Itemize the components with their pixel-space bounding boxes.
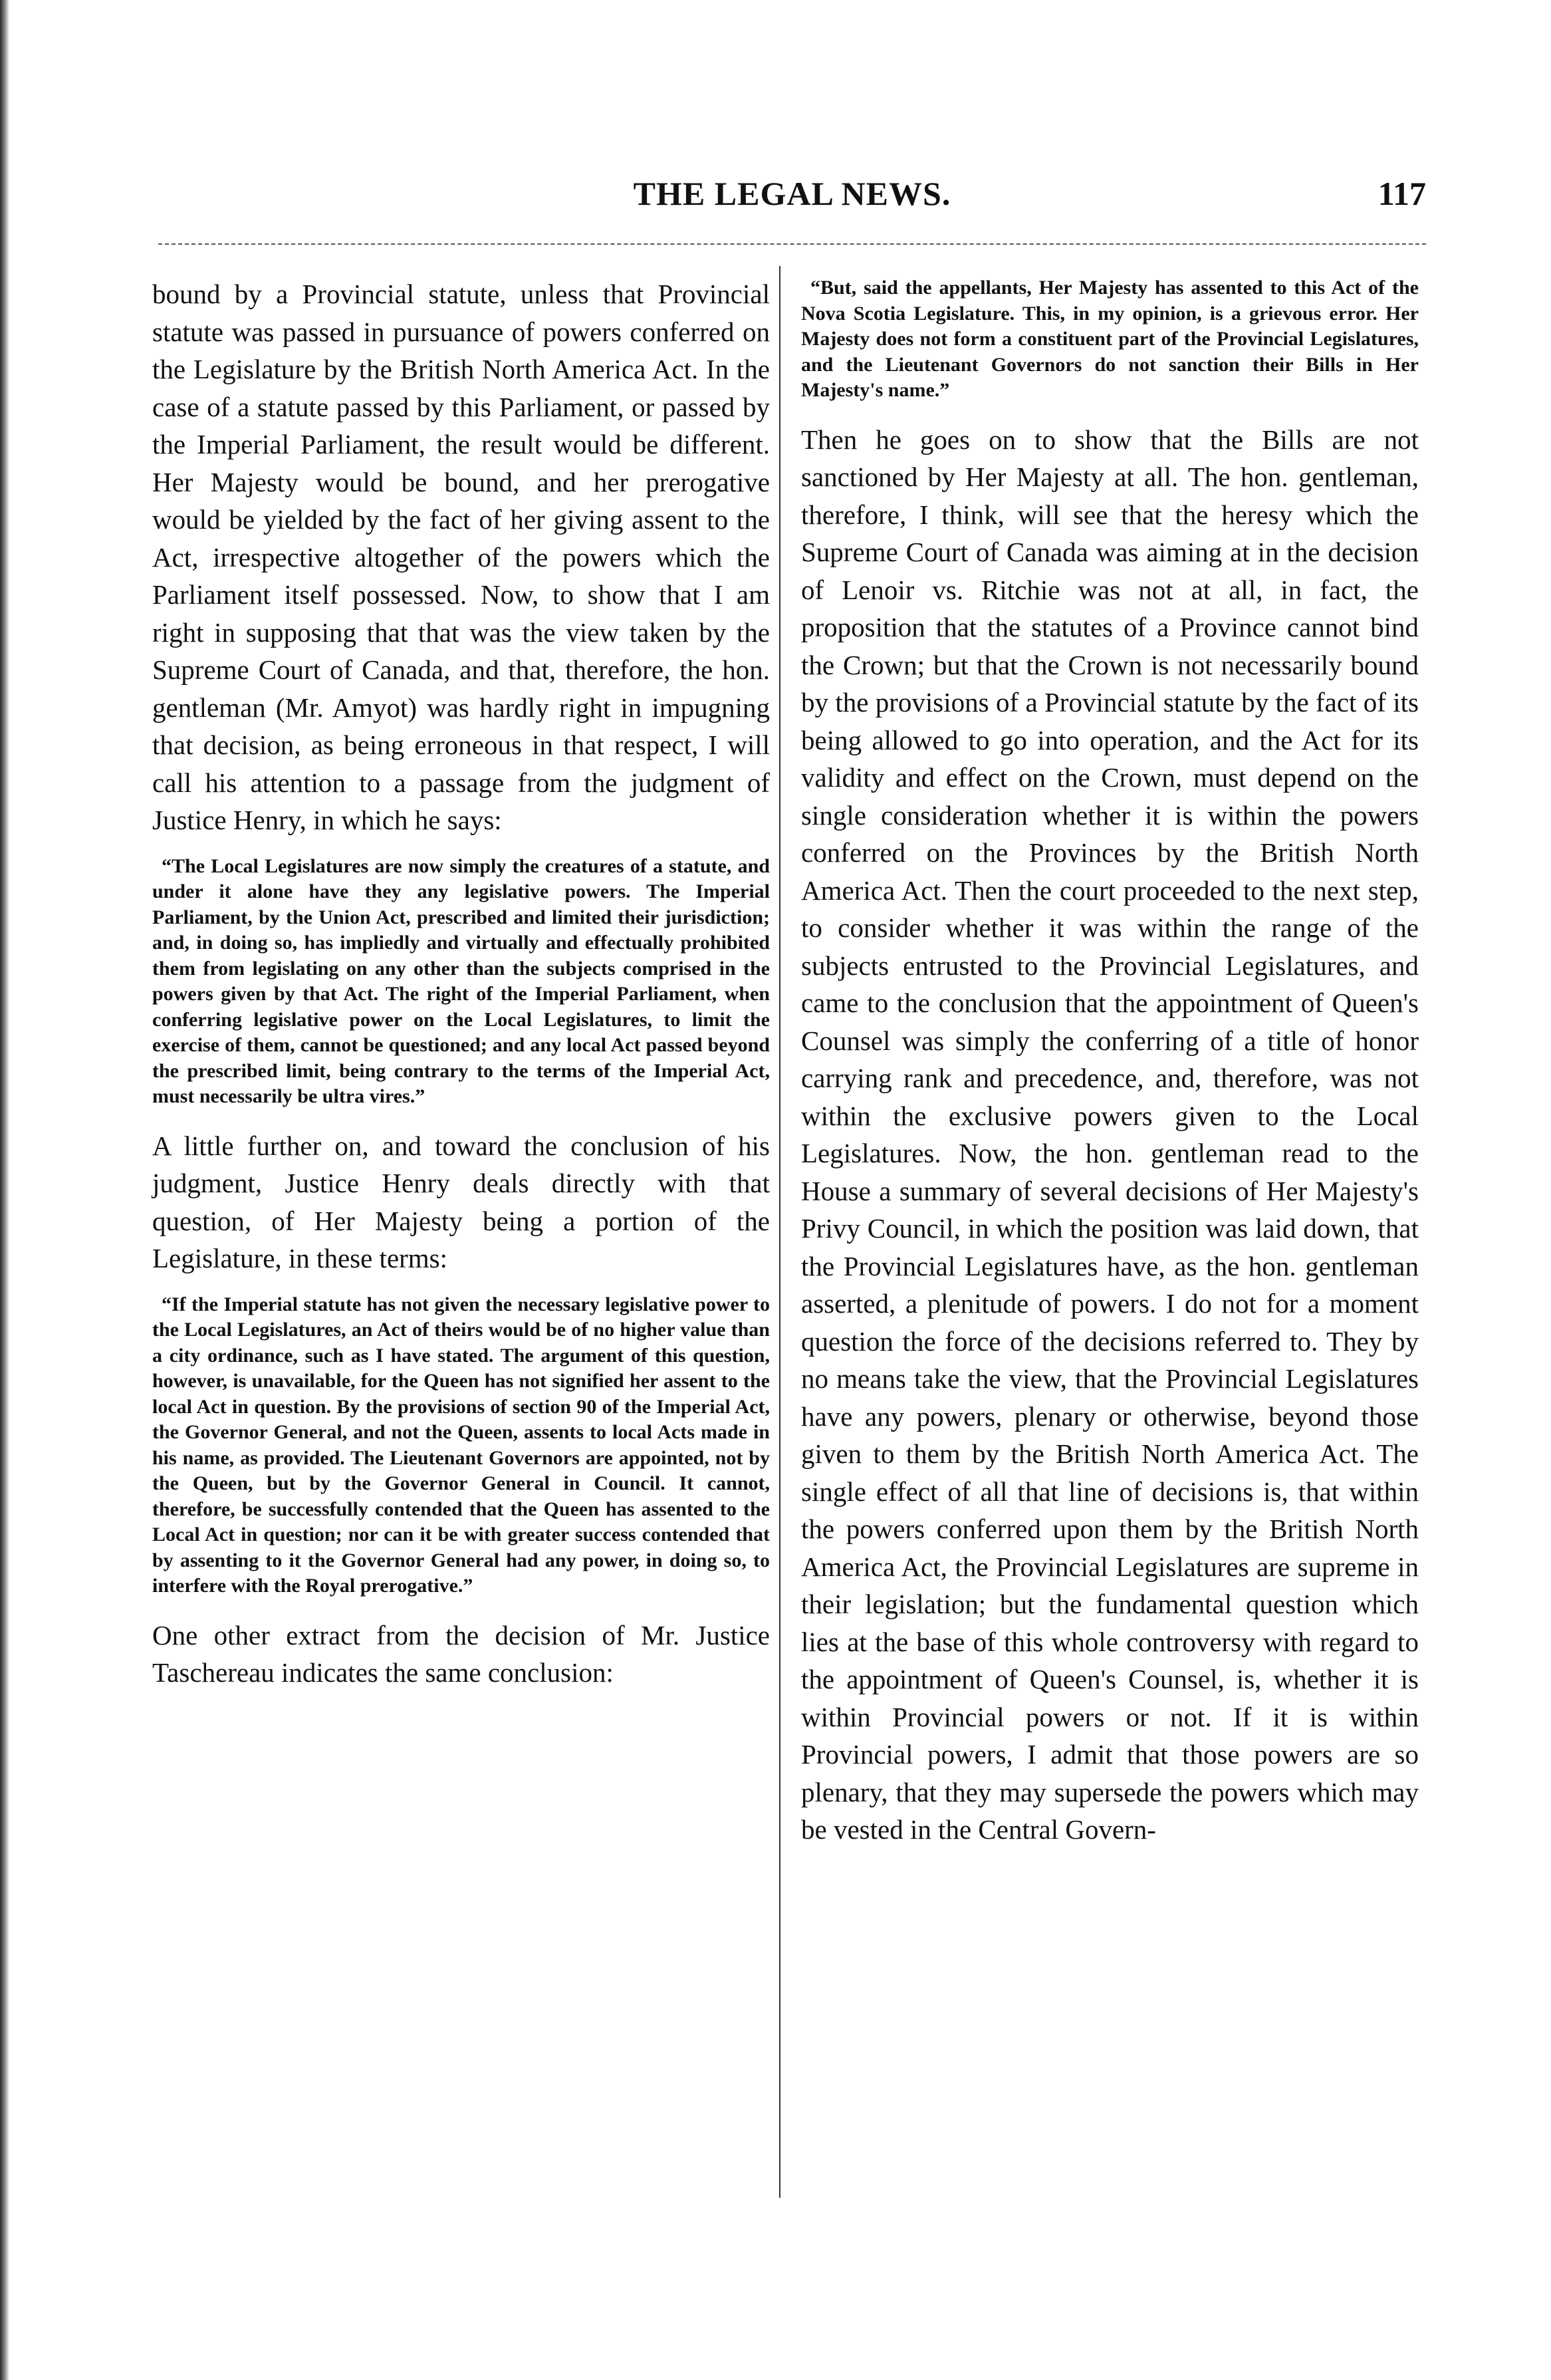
- block-quote: “But, said the appellants, Her Majesty has assented to this Act of the Nova Scotia Legislature. This, in my opinion, is a grievous error. Her Majesty does not form a constituent part of the Provincial Legislatures, and the Lieutenant Governors do not sanction their Bills in Her Majesty's name.”: [801, 277, 1419, 401]
- paragraph: Then he goes on to show that the Bills are not sanctioned by Her Majesty at all. The hon. gentleman, therefore, I think, will see that the heresy which the Supreme Court of Canada was aiming at in the decision of Lenoir vs. Ritchie was not at all, in fact, the proposition that the statutes of a Province cannot bind the Crown; but that the Crown is not necessarily bound by the provisions of a Provincial statute by the fact of its being allowed to go into operation, and the Act for its validity and effect on the Crown, must depend on the single consideration whether it is within the powers conferred on the Provinces by the British North America Act. Then the court proceeded to the next step, to consider whether it was within the range of the subjects entrusted to the Provincial Legislatures, and came to the conclusion that the appointment of Queen's Counsel was simply the conferring of a title of honor carrying rank and precedence, and, therefore, was not within the exclusive powers given to the Local Legislatures. Now, the hon. gentleman read to the House a summary of several decisions of Her Majesty's Privy Council, in which the position was laid down, that the Provincial Legislatures have, as the hon. gentleman asserted, a plenitude of powers. I do not for a moment question the force of the decisions referred to. They by no means take the view, that the Provincial Legislatures have any powers, plenary or otherwise, beyond those given to them by the British North America Act. The single effect of all that line of decisions is, that within the powers conferred upon them by the British North America Act, the Provincial Legislatures are supreme in their legislation; but the fundamental question which lies at the base of this whole controversy with regard to the appointment of Queen's Counsel, is, whether it is within Provincial powers or not. If it is within Provincial powers, I admit that those powers are so plenary, that they may supersede the powers which may be vested in the Central Govern-: [801, 424, 1419, 1845]
- column-divider: [779, 266, 780, 2198]
- block-quote: “The Local Legislatures are now simply the creatures of a statute, and under it alone have they any legislative powers. The Imperial Parliament, by the Union Act, prescribed and limited their jurisdiction; and, in doing so, has impliedly and virtually and effectually prohibited them from legislating on any other than the subjects comprised in the powers given by that Act. The right of the Imperial Parliament, when conferring legislative power on the Local Legislatures, to limit the exercise of them, cannot be questioned; and any local Act passed beyond the prescribed limit, being contrary to the terms of the Imperial Act, must necessarily be ultra vires.”: [152, 855, 770, 1107]
- block-quote: “If the Imperial statute has not given the necessary legislative power to the Local Legislatures, an Act of theirs would be of no higher value than a city ordinance, such as I have stated. The argument of this question, however, is unavailable, for the Queen has not signified her assent to the local Act in question. By the provisions of section 90 of the Imperial Act, the Governor General, and not the Queen, assents to local Acts made in his name, as provided. The Lieutenant Governors are appointed, not by the Queen, but by the Governor General in Council. It cannot, therefore, be successfully contended that the Queen has assented to the Local Act in question; nor can it be with greater success contended that by assenting to it the Governor General had any power, in doing so, to interfere with the Royal prerogative.”: [152, 1293, 770, 1597]
- paragraph: One other extract from the decision of Mr. Justice Taschereau indicates the same conclusion:: [152, 1619, 770, 1688]
- page-number: 117: [1377, 175, 1426, 212]
- right-column: [801, 275, 1419, 1863]
- left-column: [152, 275, 770, 1706]
- page-edge-shadow: [0, 0, 9, 2380]
- paragraph: bound by a Provincial statute, unless that Provincial statute was passed in pursuance of powers conferred on the Legislature by the British North America Act. In the case of a statute passed by this Parliament, or passed by the Imperial Parliament, the result would be different. Her Majesty would be bound, and her prerogative would be yielded by the fact of her giving assent to the Act, irrespective altogether of the powers which the Parliament itself possessed. Now, to show that I am right in supposing that that was the view taken by the Supreme Court of Canada, and that, therefore, the hon. gentleman (Mr. Amyot) was hardly right in impugning that decision, as being erroneous in that respect, I will call his attention to a passage from the judgment of Justice Henry, in which he says:: [152, 279, 770, 835]
- running-title: THE LEGAL NEWS.: [633, 175, 951, 212]
- paragraph: A little further on, and toward the conclusion of his judgment, Justice Henry deals directly with that question, of Her Majesty being a portion of the Legislature, in these terms:: [152, 1130, 770, 1273]
- running-head: [158, 174, 1426, 221]
- header-rule: [158, 243, 1426, 245]
